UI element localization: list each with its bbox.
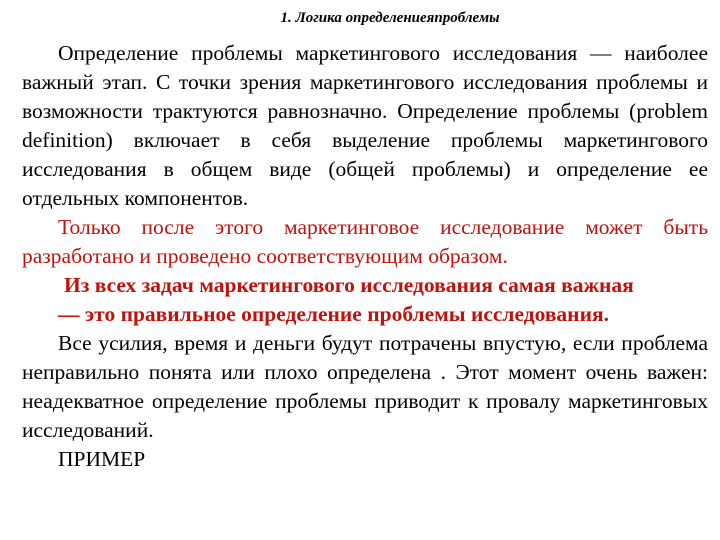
- example-label: ПРИМЕР: [58, 447, 146, 471]
- paragraph-most-important-task: [22, 271, 708, 329]
- most-important-line-2: — это правильное определение проблемы исследования.: [58, 302, 609, 326]
- slide-body: [22, 39, 708, 474]
- most-important-line-1: Из всех задач маркетингового исследования самая важная: [64, 273, 634, 297]
- paragraph-after-this: Только после этого маркетинговое исследование может быть разработано и проведено соответствующим образом.: [22, 215, 708, 268]
- paragraph-efforts-wasted: Все усилия, время и деньги будут потрачены впустую, если проблема неправильно понята или плохо определена . Этот момент очень важен: неадекватное определение проблемы приводит к провалу маркетинговых исследований.: [22, 331, 708, 442]
- slide-title: 1. Логика определениеяпроблемы: [280, 10, 500, 26]
- paragraph-problem-definition: Определение проблемы маркетингового исследования — наиболее важный этап. С точки зрения маркетингового исследования проблемы и возможности трактуются равнозначно. Определение проблемы (problem definition) включает в себя выделение проблемы маркетингового исследования в общем виде (общей проблемы) и определение ее отдельных компонентов.: [22, 41, 708, 210]
